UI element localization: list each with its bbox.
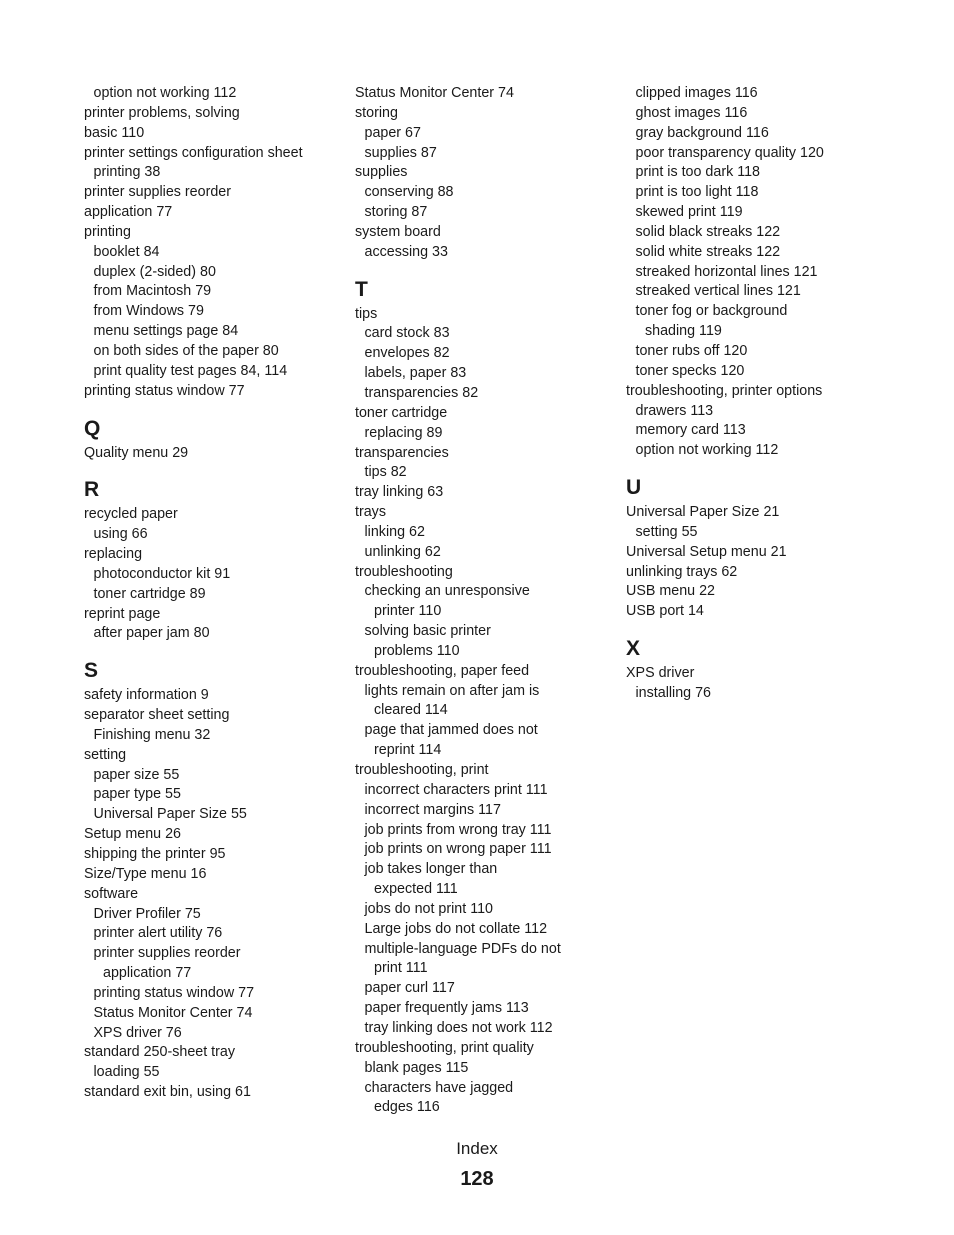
section-letter-heading: Q bbox=[84, 416, 101, 440]
index-subentry: option not working 112 bbox=[93, 85, 237, 101]
index-subentry: print quality test pages 84, 114 bbox=[93, 362, 288, 379]
index-subentry: using 66 bbox=[93, 526, 148, 543]
index-subentry: Universal Paper Size 55 bbox=[93, 806, 247, 823]
index-subentry: setting 55 bbox=[635, 523, 698, 540]
index-subentry: photoconductor kit 91 bbox=[93, 565, 231, 582]
index-subentry: toner cartridge 89 bbox=[93, 585, 206, 602]
index-subentry: skewed print 119 bbox=[635, 204, 743, 221]
index-subentry: job prints from wrong tray 111 bbox=[364, 821, 552, 838]
index-subentry: characters have jagged bbox=[364, 1079, 514, 1096]
index-subentry: gray background 116 bbox=[635, 124, 769, 141]
index-entry: supplies bbox=[355, 164, 408, 181]
index-subentry: streaked vertical lines 121 bbox=[635, 283, 801, 300]
index-subentry: printing 38 bbox=[93, 164, 161, 181]
index-entry: replacing bbox=[84, 546, 143, 563]
index-subentry: incorrect margins 117 bbox=[364, 801, 501, 818]
index-entry: troubleshooting bbox=[355, 563, 453, 580]
index-entry: application 77 bbox=[84, 204, 173, 221]
index-subentry: lights remain on after jam is bbox=[364, 682, 540, 699]
index-subentry: transparencies 82 bbox=[364, 384, 479, 401]
index-subentry: linking 62 bbox=[364, 523, 425, 540]
index-subentry: labels, paper 83 bbox=[364, 365, 467, 382]
index-subentry: on both sides of the paper 80 bbox=[93, 342, 279, 359]
section-letter-heading: T bbox=[355, 277, 368, 301]
index-subentry: after paper jam 80 bbox=[93, 625, 210, 642]
index-subentry: toner fog or background bbox=[635, 303, 788, 320]
index-subentry: XPS driver 76 bbox=[93, 1024, 182, 1041]
index-entry: toner cartridge bbox=[355, 404, 448, 421]
index-subentry: supplies 87 bbox=[364, 144, 437, 161]
index-entry: troubleshooting, print bbox=[355, 762, 489, 778]
index-subentry: printer alert utility 76 bbox=[93, 925, 223, 942]
index-subentry: replacing 89 bbox=[364, 424, 443, 441]
index-entry: Setup menu 26 bbox=[84, 826, 181, 843]
section-letter-heading: U bbox=[626, 476, 642, 500]
index-subentry: tray linking does not work 112 bbox=[364, 1019, 553, 1036]
index-subentry: envelopes 82 bbox=[364, 345, 450, 362]
index-entry: Size/Type menu 16 bbox=[84, 865, 207, 882]
index-subentry: jobs do not print 110 bbox=[364, 900, 493, 917]
index-subentry: Driver Profiler 75 bbox=[93, 905, 201, 922]
index-subentry: toner specks 120 bbox=[635, 362, 745, 379]
index-subentry: accessing 33 bbox=[364, 243, 448, 260]
index-subentry: page that jammed does not bbox=[364, 722, 538, 739]
index-subentry: multiple-language PDFs do not bbox=[364, 940, 561, 957]
index-entry: Universal Setup menu 21 bbox=[626, 543, 787, 560]
index-entry: printing status window 77 bbox=[84, 382, 245, 399]
index-subentry: ghost images 116 bbox=[635, 104, 748, 121]
index-column-1 bbox=[84, 84, 346, 1103]
index-subentry: Large jobs do not collate 112 bbox=[364, 920, 548, 937]
index-entry: Universal Paper Size 21 bbox=[626, 504, 780, 521]
index-entry: tray linking 63 bbox=[355, 484, 444, 501]
index-entry: standard exit bin, using 61 bbox=[84, 1084, 251, 1101]
index-subentry: cleared 114 bbox=[374, 702, 448, 719]
index-subentry: paper type 55 bbox=[93, 786, 181, 803]
index-subentry: printing status window 77 bbox=[93, 984, 255, 1001]
index-subentry: shading 119 bbox=[645, 323, 722, 340]
index-entry: shipping the printer 95 bbox=[84, 846, 226, 862]
index-subentry: conserving 88 bbox=[364, 184, 454, 201]
index-entry: Quality menu 29 bbox=[84, 444, 189, 461]
index-entry: basic 110 bbox=[84, 124, 145, 141]
index-subentry: streaked horizontal lines 121 bbox=[635, 263, 818, 280]
index-column-2 bbox=[355, 84, 617, 1118]
index-subentry: clipped images 116 bbox=[635, 85, 758, 101]
index-entry: USB menu 22 bbox=[626, 583, 716, 600]
index-entry: printing bbox=[84, 223, 131, 240]
index-subentry: solid white streaks 122 bbox=[635, 243, 781, 260]
index-subentry: from Windows 79 bbox=[93, 303, 204, 320]
index-subentry: card stock 83 bbox=[364, 325, 450, 342]
index-entry: troubleshooting, printer options bbox=[626, 382, 823, 399]
index-entry: unlinking trays 62 bbox=[626, 563, 738, 580]
index-entry: transparencies bbox=[355, 444, 449, 461]
index-subentry: expected 111 bbox=[374, 881, 458, 898]
index-subentry: tips 82 bbox=[364, 464, 407, 481]
index-entry: troubleshooting, print quality bbox=[355, 1039, 534, 1056]
index-subentry: problems 110 bbox=[374, 642, 460, 659]
index-entry: setting bbox=[84, 746, 127, 763]
index-subentry: checking an unresponsive bbox=[364, 583, 530, 600]
index-entry: printer problems, solving bbox=[84, 104, 240, 121]
index-entry: system board bbox=[355, 223, 441, 240]
section-letter-heading: X bbox=[626, 637, 641, 661]
index-subentry: from Macintosh 79 bbox=[93, 283, 212, 300]
index-column-3 bbox=[626, 84, 888, 704]
index-subentry: reprint 114 bbox=[374, 742, 442, 759]
index-subentry: duplex (2-sided) 80 bbox=[93, 263, 216, 280]
index-entry: troubleshooting, paper feed bbox=[355, 662, 530, 679]
index-entry: XPS driver bbox=[626, 665, 695, 682]
footer-section-label: Index bbox=[456, 1139, 498, 1158]
index-subentry: print is too light 118 bbox=[635, 184, 759, 201]
index-subentry: solid black streaks 122 bbox=[635, 223, 781, 240]
index-subentry: drawers 113 bbox=[635, 402, 714, 419]
index-subentry: Status Monitor Center 74 bbox=[93, 1004, 253, 1021]
index-subentry: booklet 84 bbox=[93, 243, 160, 260]
index-entry: reprint page bbox=[84, 605, 161, 622]
index-subentry: paper size 55 bbox=[93, 766, 180, 783]
index-entry: recycled paper bbox=[84, 506, 178, 523]
index-subentry: job prints on wrong paper 111 bbox=[364, 841, 552, 858]
index-subentry: paper frequently jams 113 bbox=[364, 1000, 529, 1017]
index-entry: separator sheet setting bbox=[84, 707, 230, 724]
index-subentry: memory card 113 bbox=[635, 422, 746, 439]
index-entry: safety information 9 bbox=[84, 687, 209, 704]
index-entry: Status Monitor Center 74 bbox=[355, 85, 514, 101]
index-subentry: poor transparency quality 120 bbox=[635, 144, 824, 161]
index-subentry: option not working 112 bbox=[635, 442, 779, 459]
index-entry: tips bbox=[355, 305, 378, 322]
index-entry: USB port 14 bbox=[626, 603, 704, 620]
index-subentry: installing 76 bbox=[635, 684, 712, 701]
index-entry: printer settings configuration sheet bbox=[84, 144, 303, 161]
index-subentry: blank pages 115 bbox=[364, 1059, 469, 1076]
index-subentry: print 111 bbox=[374, 960, 428, 977]
index-subentry: print is too dark 118 bbox=[635, 164, 761, 181]
index-subentry: menu settings page 84 bbox=[93, 323, 239, 340]
index-entry: printer supplies reorder bbox=[84, 184, 232, 201]
index-subentry: paper 67 bbox=[364, 124, 421, 141]
index-entry: software bbox=[84, 885, 139, 902]
index-subentry: loading 55 bbox=[93, 1064, 160, 1081]
index-subentry: job takes longer than bbox=[364, 861, 498, 878]
index-subentry: edges 116 bbox=[374, 1099, 440, 1116]
index-entry: storing bbox=[355, 104, 398, 121]
index-entry: standard 250-sheet tray bbox=[84, 1044, 236, 1061]
index-subentry: printer 110 bbox=[374, 603, 442, 620]
section-letter-heading: R bbox=[84, 478, 100, 502]
index-subentry: solving basic printer bbox=[364, 623, 491, 640]
index-subentry: Finishing menu 32 bbox=[93, 726, 211, 743]
index-entry: trays bbox=[355, 504, 386, 521]
index-subentry: printer supplies reorder bbox=[93, 945, 241, 962]
index-subentry: incorrect characters print 111 bbox=[364, 781, 548, 798]
index-subentry: toner rubs off 120 bbox=[635, 342, 748, 359]
section-letter-heading: S bbox=[84, 659, 99, 683]
index-subentry: application 77 bbox=[103, 965, 192, 982]
index-subentry: unlinking 62 bbox=[364, 543, 441, 560]
page-number: 128 bbox=[460, 1168, 494, 1190]
index-subentry: storing 87 bbox=[364, 204, 428, 221]
index-subentry: paper curl 117 bbox=[364, 980, 455, 997]
